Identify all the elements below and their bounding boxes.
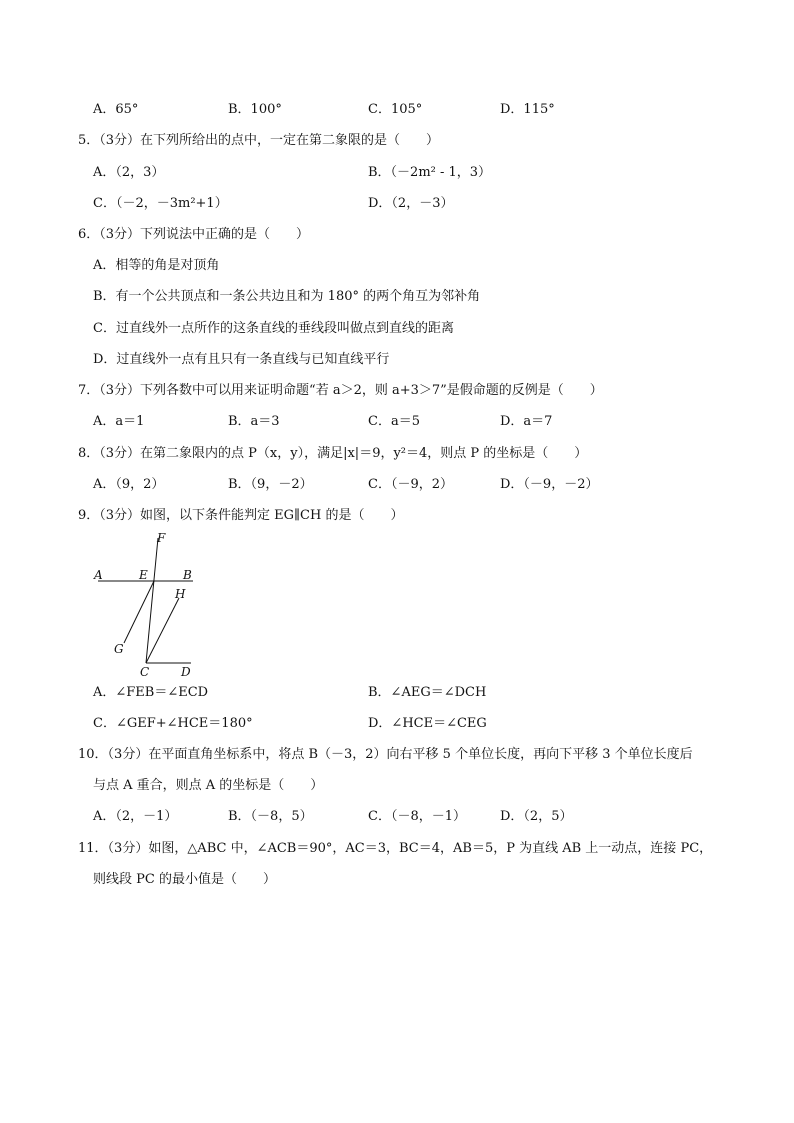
q5-option-c: C．（－2，－3m²+1） xyxy=(93,196,228,211)
label-b: B xyxy=(183,568,192,582)
q9-option-d: D．∠HCE＝∠CEG xyxy=(368,716,487,731)
label-g: G xyxy=(114,642,124,656)
q10-option-d: D．（2，5） xyxy=(500,809,573,824)
q4-option-d: D．115° xyxy=(500,102,555,117)
q11-stem-line2: 则线段 PC 的最小值是（ ） xyxy=(93,872,276,887)
q7-stem: 7．（3分）下列各数中可以用来证明命题“若 a＞2，则 a+3＞7”是假命题的反例是（ ） xyxy=(78,383,603,398)
q5-option-d: D．（2，－3） xyxy=(368,196,454,211)
line-fc xyxy=(146,538,158,663)
label-c: C xyxy=(140,665,150,679)
q9-stem: 9．（3分）如图，以下条件能判定 EG∥CH 的是（ ） xyxy=(78,508,404,523)
q8-option-a: A．（9，2） xyxy=(93,477,165,492)
q10-stem-line1: 10．（3分）在平面直角坐标系中，将点 B（－3，2）向右平移 5 个单位长度，再向下平移 3 个单位长度后 xyxy=(78,747,693,762)
q6-option-b: B．有一个公共顶点和一条公共边且和为 180° 的两个角互为邻补角 xyxy=(93,289,481,304)
q10-stem-line2: 与点 A 重合，则点 A 的坐标是（ ） xyxy=(93,778,324,793)
q10-option-b: B．（－8，5） xyxy=(228,809,313,824)
label-f: F xyxy=(157,531,166,545)
q9-option-c: C．∠GEF+∠HCE＝180° xyxy=(93,716,253,731)
q8-stem: 8．（3分）在第二象限内的点 P（x，y），满足|x|＝9，y²＝4，则点 P 的坐标是（ ） xyxy=(78,446,588,461)
label-d: D xyxy=(181,665,191,679)
q5-stem: 5．（3分）在下列所给出的点中，一定在第二象限的是（ ） xyxy=(78,133,440,148)
q9-option-b: B．∠AEG＝∠DCH xyxy=(368,685,487,700)
q6-option-a: A．相等的角是对顶角 xyxy=(93,258,220,273)
q9-option-a: A．∠FEB＝∠ECD xyxy=(93,685,209,700)
label-e: E xyxy=(139,568,148,582)
label-a: A xyxy=(94,568,103,582)
ray-eg xyxy=(124,581,154,643)
q6-stem: 6．（3分）下列说法中正确的是（ ） xyxy=(78,227,310,242)
label-h: H xyxy=(175,587,186,601)
q7-option-a: A．a＝1 xyxy=(93,414,145,429)
q10-option-a: A．（2，－1） xyxy=(93,809,178,824)
q10-option-c: C．（－8，－1） xyxy=(368,809,466,824)
q6-option-c: C．过直线外一点所作的这条直线的垂线段叫做点到直线的距离 xyxy=(93,321,454,336)
q8-option-d: D．（－9，－2） xyxy=(500,477,599,492)
q4-option-b: B．100° xyxy=(228,102,282,117)
q8-option-b: B．（9，－2） xyxy=(228,477,313,492)
q4-option-a: A．65° xyxy=(93,102,139,117)
q11-stem-line1: 11．（3分）如图，△ABC 中，∠ACB＝90°，AC＝3，BC＝4，AB＝5，P 为直线 AB 上一动点，连接 PC， xyxy=(78,841,713,856)
q8-option-c: C．（－9，2） xyxy=(368,477,453,492)
q6-option-d: D．过直线外一点有且只有一条直线与已知直线平行 xyxy=(93,352,390,367)
q9-figure-svg xyxy=(90,530,210,680)
q7-option-d: D．a＝7 xyxy=(500,414,553,429)
q7-option-c: C．a＝5 xyxy=(368,414,420,429)
q5-option-a: A．（2，3） xyxy=(93,165,165,180)
q9-geometry-figure xyxy=(90,530,210,680)
q5-option-b: B．（－2m² - 1，3） xyxy=(368,165,492,180)
q7-option-b: B．a＝3 xyxy=(228,414,280,429)
q4-option-c: C．105° xyxy=(368,102,423,117)
